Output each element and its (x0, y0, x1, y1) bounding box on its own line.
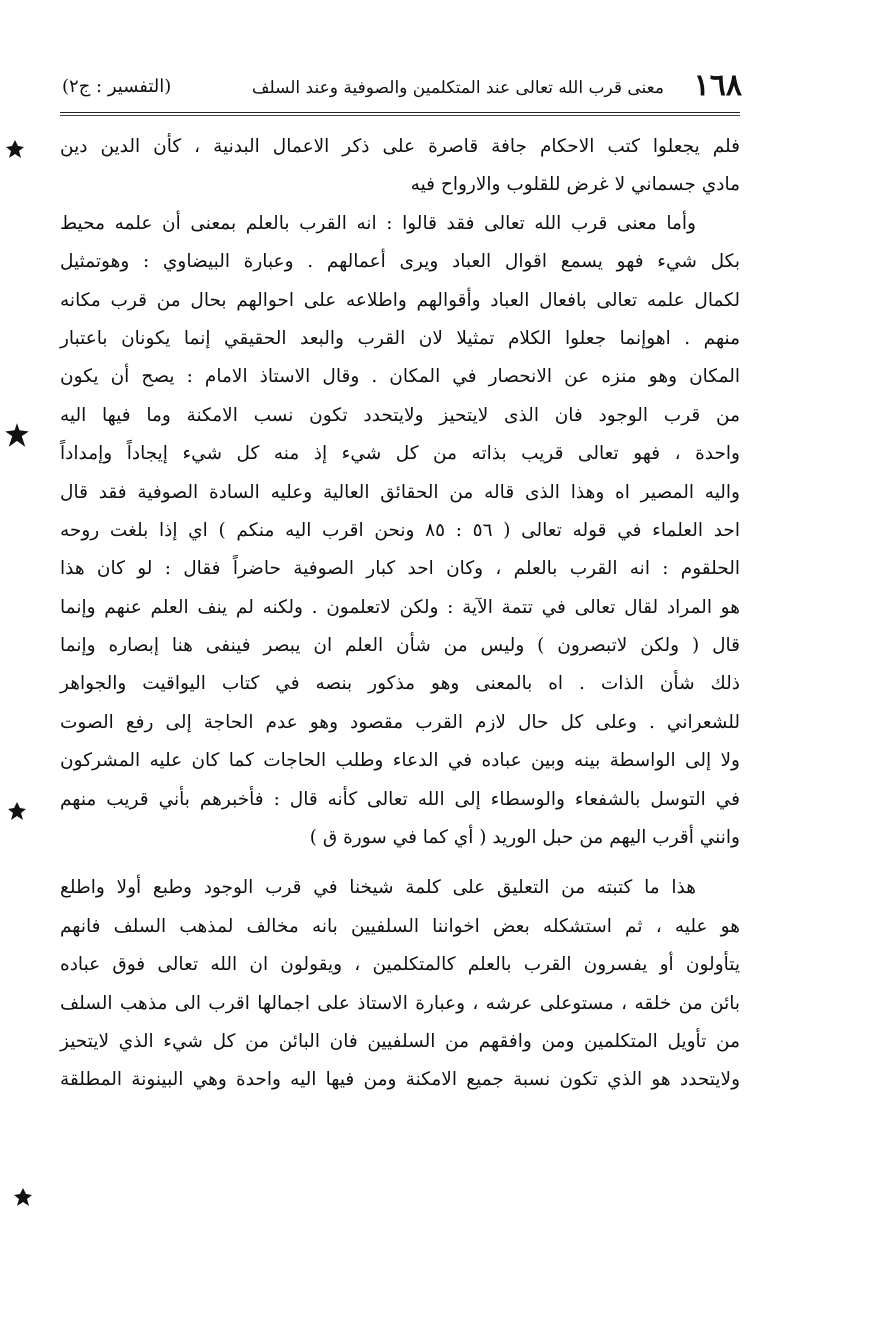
body-text (60, 128, 740, 1100)
text-line: ذلك شأن الذات . اه بالمعنى وهو مذكور بنصه في كتاب اليواقيت والجواهر (60, 673, 740, 695)
text-line: يتأولون أو يفسرون القرب بالعلم كالمتكلمين ، ويقولون ان الله تعالى فوق عباده (60, 954, 740, 976)
text-line: وانني أقرب اليهم من حبل الوريد ( أي كما في سورة ق ) (309, 827, 740, 849)
text-line: واحدة ، فهو تعالى قريب بذاته من كل شيء إذ منه كل شيء إيجاداً وإمداداً (60, 443, 740, 465)
text-line: من قرب الوجود فان الذى لايتحيز ولايتحدد تكون نسب الامكنة وما فيها اليه (60, 404, 740, 426)
text-line: من تأويل المتكلمين ومن وافقهم من السلفيين فان البائن من كل شيء الذي لايتحيز (60, 1030, 740, 1052)
text-line: قال ( ولكن لاتبصرون ) وليس من شأن العلم ان يبصر فينفى هنا إبصاره وإنما (60, 635, 740, 657)
page-header (62, 68, 742, 110)
text-line: ولا إلى الواسطة بينه وبين عباده في الدعاء وطلب الحاجات كما كان عليه المشركون (60, 750, 740, 772)
text-line: الحلقوم : انه القرب بالعلم ، وكان احد كبار الصوفية حاضراً فقال : لو كان هذا (60, 558, 740, 580)
running-title: معنى قرب الله تعالى عند المتكلمين والصوفية وعند السلف (251, 78, 664, 98)
header-rule (60, 112, 740, 113)
text-line: هو المراد لقال تعالى في تتمة الآية : ولكن لاتعلمون . ولكنه لم ينف العلم عنهم وإنما (60, 596, 740, 618)
binding-hole-mark (6, 800, 28, 822)
binding-hole-mark (12, 1186, 34, 1208)
binding-hole-mark (4, 422, 30, 448)
text-line: ولايتحدد هو الذي تكون نسبة جميع الامكنة ومن فيها اليه واحدة وهي البينونة المطلقة (60, 1069, 740, 1091)
text-line: هذا ما كتبته من التعليق على كلمة شيخنا في قرب الوجود وطبع أولا واطلع (60, 877, 696, 899)
text-line: في التوسل بالشفعاء والوسطاء إلى الله تعالى كأنه قال : فأخبرهم بأني قريب منهم (60, 788, 740, 810)
text-line: لكمال علمه تعالى بافعال العباد وأقوالهم واطلاعه على احوالهم بحال من قرب مكانه (60, 289, 740, 311)
text-line: بائن من خلقه ، مستوعلى عرشه ، وعبارة الاستاذ على اجمالها اقرب الى مذهب السلف (60, 992, 740, 1014)
binding-hole-mark (4, 138, 26, 160)
volume-reference: (التفسير : ج٢) (62, 76, 172, 97)
text-line: وأما معنى قرب الله تعالى فقد قالوا : انه القرب بالعلم بمعنى أن علمه محيط (60, 212, 696, 234)
text-line: واليه المصير اه وهذا الذى قاله من الحقائق العالية وعليه السادة الصوفية فقد قال (60, 481, 740, 503)
text-line: مادي جسماني لا غرض للقلوب والارواح فيه (410, 174, 740, 196)
text-line: المكان وهو منزه عن الانحصار في المكان . وقال الاستاذ الامام : يصح أن يكون (60, 366, 740, 388)
text-line: احد العلماء في قوله تعالى ( ٥٦ : ٨٥ ونحن اقرب اليه منكم ) اي إذا بلغت روحه (60, 519, 740, 541)
text-line: بكل شيء فهو يسمع اقوال العباد ويرى أعمالهم . وعبارة البيضاوي : وهوتمثيل (60, 251, 740, 273)
text-line: هو عليه ، ثم استشكله بعض اخواننا السلفيين بانه مخالف لمذهب السلف فانهم (60, 915, 740, 937)
page-number: ١٦٨ (693, 68, 742, 103)
header-rule-thin (60, 115, 740, 116)
text-line: منهم . اهوإنما جعلوا الكلام تمثيلا لان القرب والبعد الحقيقي إنما يكونان باعتبار (60, 327, 740, 349)
text-line: للشعراني . وعلى كل حال لازم القرب مقصود وهو عدم الحاجة إلى رفع الصوت (60, 711, 740, 733)
text-line: فلم يجعلوا كتب الاحكام جافة قاصرة على ذكر الاعمال البدنية ، كأن الدين دين (60, 136, 740, 157)
